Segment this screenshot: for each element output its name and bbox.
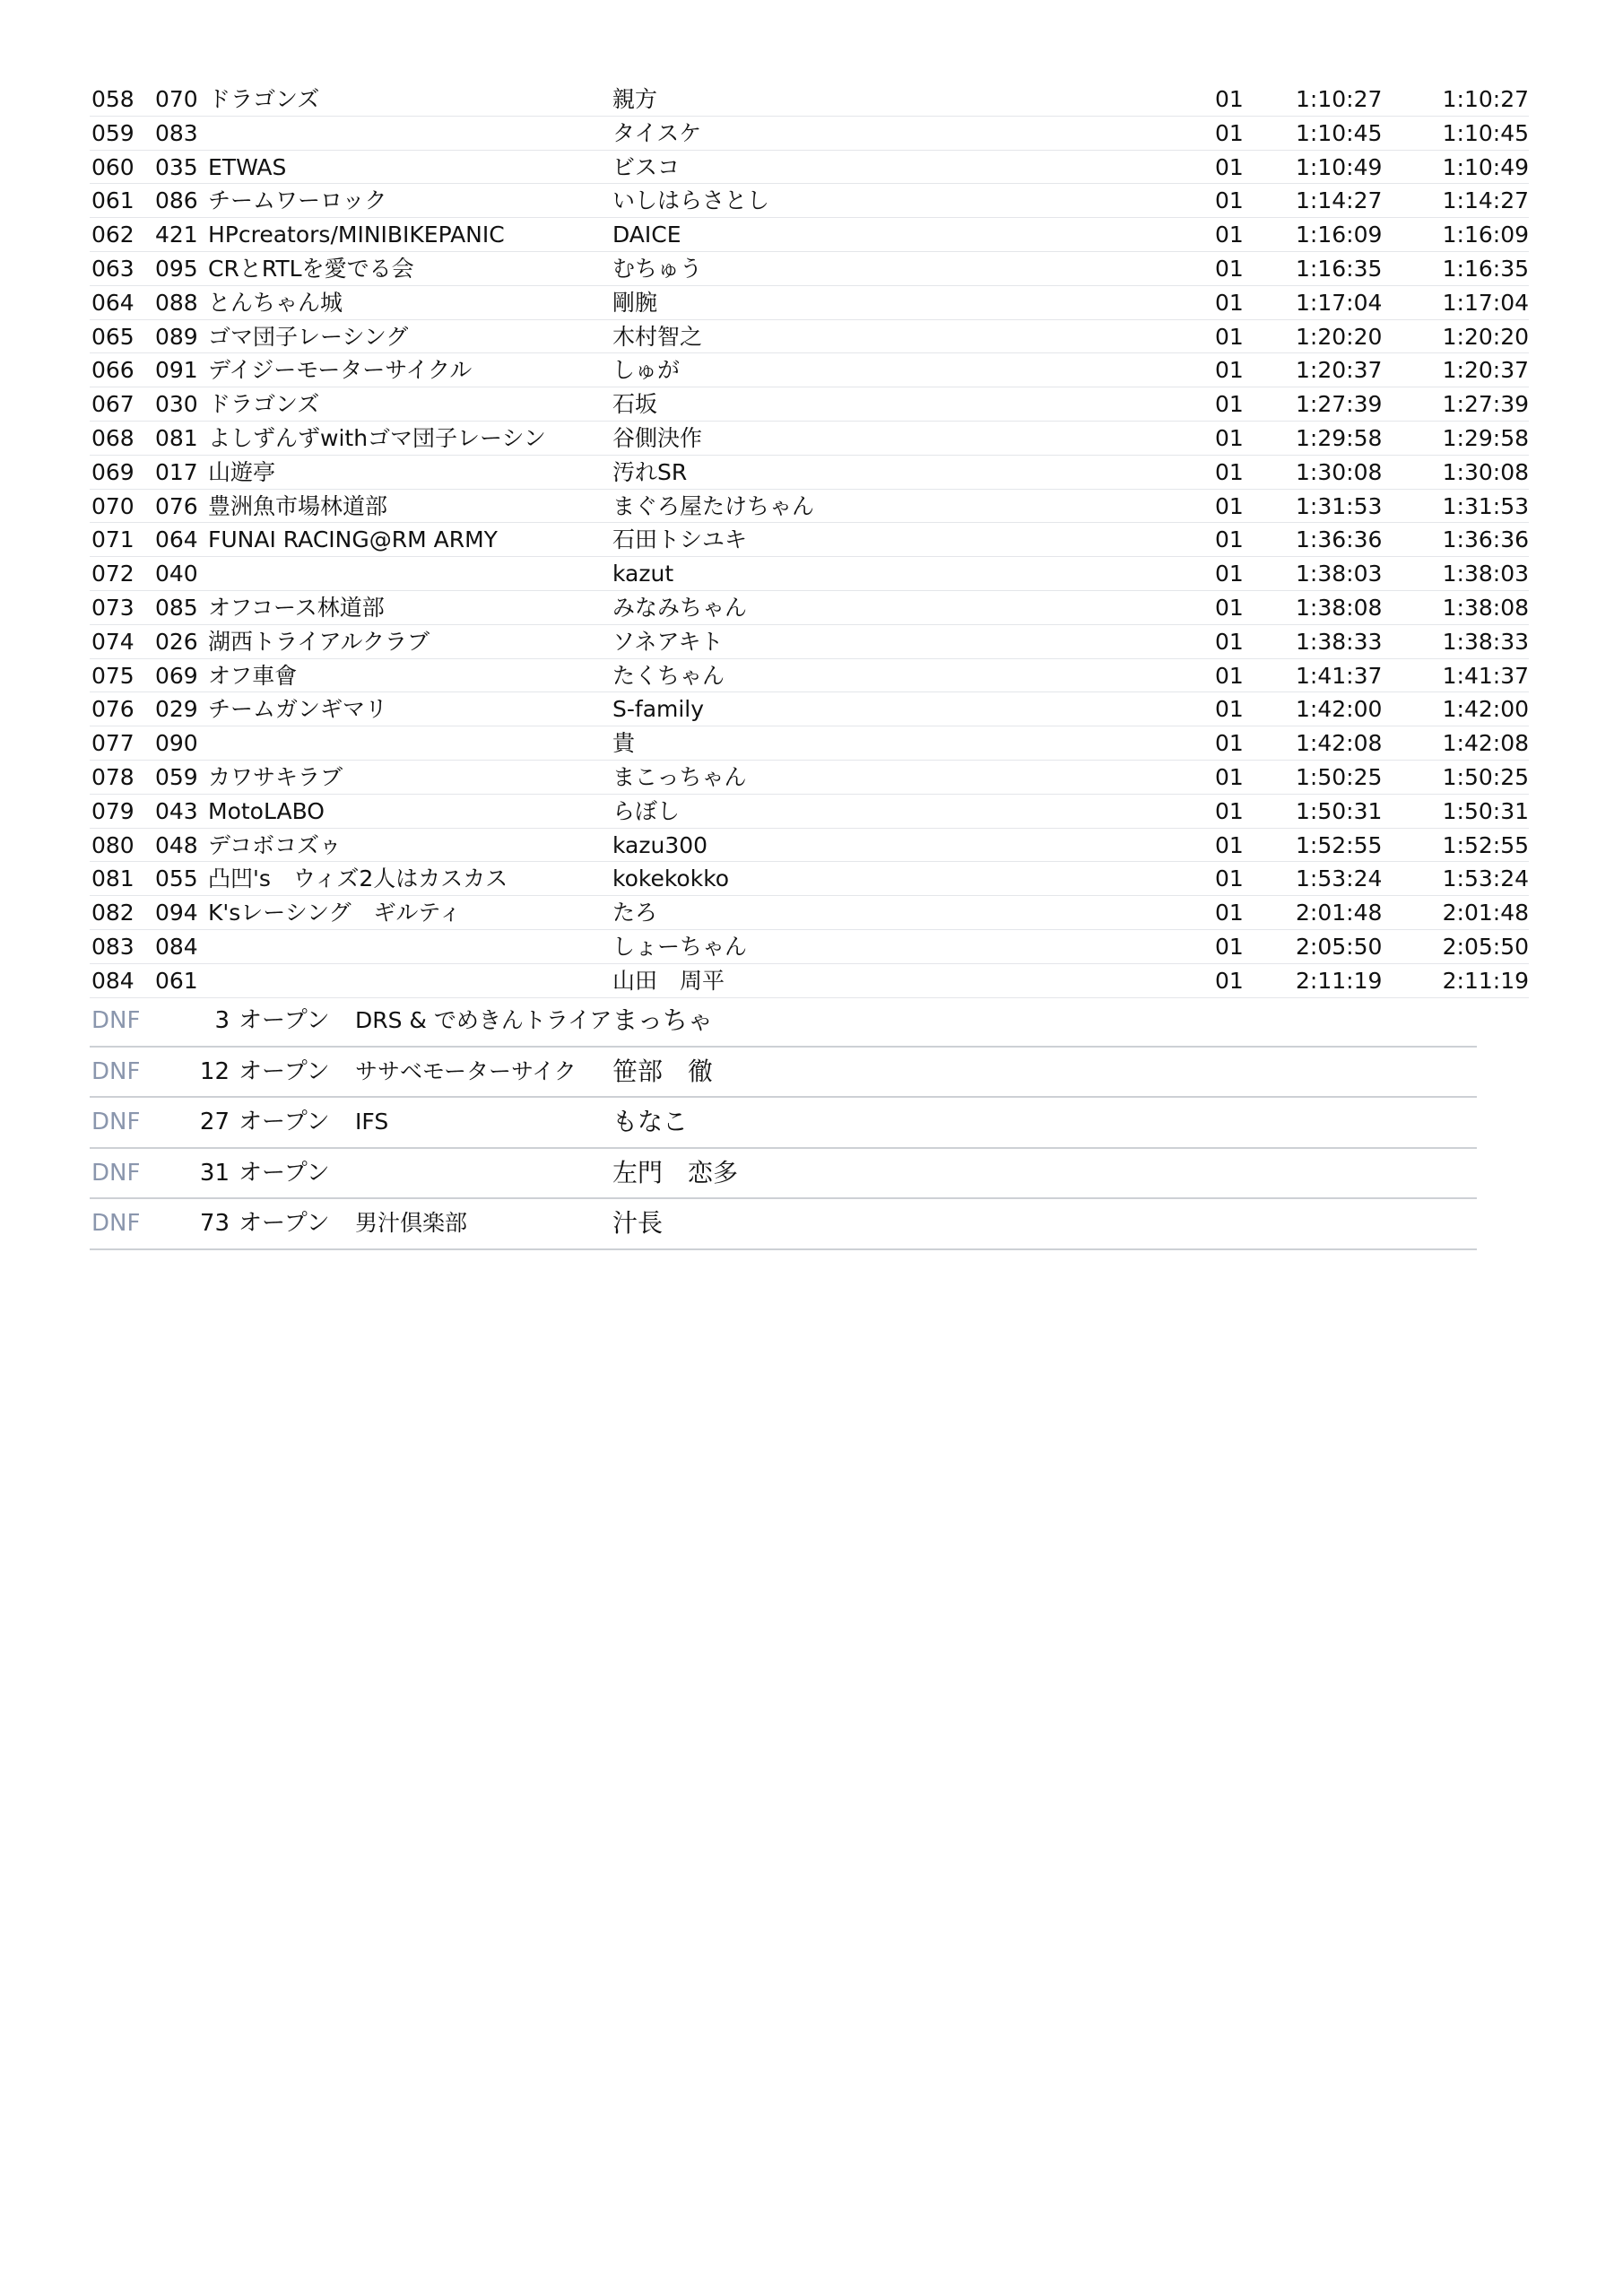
rider-cell: まぐろ屋たけちゃん — [612, 492, 815, 519]
dnf-class: オープン — [239, 1159, 330, 1187]
dnf-number: 12 — [199, 1057, 230, 1085]
dnf-class: オープン — [239, 1057, 330, 1085]
best-lap-cell: 2:01:48 — [1442, 900, 1529, 926]
laps-cell: 01 — [1215, 289, 1244, 316]
rider-cell: S-family — [612, 696, 705, 723]
laps-cell: 01 — [1215, 865, 1244, 892]
rider-cell: 谷側決作 — [612, 424, 703, 451]
team-cell: ドラゴンズ — [208, 86, 320, 112]
team-cell: オフ車會 — [208, 662, 298, 689]
time-cell: 1:38:33 — [1296, 628, 1383, 655]
laps-cell: 01 — [1215, 424, 1244, 451]
number-cell: 070 — [155, 86, 198, 112]
rank-cell: 081 — [91, 865, 135, 892]
table-row — [90, 625, 1529, 659]
team-cell: ゴマ団子レーシング — [208, 323, 409, 350]
time-cell: 1:10:27 — [1296, 86, 1383, 112]
time-cell: 1:16:35 — [1296, 255, 1383, 282]
laps-cell: 01 — [1215, 831, 1244, 858]
table-row — [90, 591, 1529, 625]
laps-cell: 01 — [1215, 967, 1244, 994]
best-lap-cell: 2:05:50 — [1442, 933, 1529, 960]
table-row — [90, 218, 1529, 252]
laps-cell: 01 — [1215, 594, 1244, 621]
rank-cell: 059 — [91, 119, 135, 146]
number-cell: 094 — [155, 900, 198, 926]
table-row — [90, 964, 1529, 998]
rider-cell: らぼし — [612, 797, 681, 824]
dnf-rider: 左門 恋多 — [612, 1157, 739, 1187]
rank-cell: 066 — [91, 357, 135, 384]
rider-cell: まこっちゃん — [612, 763, 747, 790]
rank-cell: 084 — [91, 967, 135, 994]
table-row — [90, 387, 1529, 422]
rank-cell: 080 — [91, 831, 135, 858]
rider-cell: ビスコ — [612, 153, 681, 180]
laps-cell: 01 — [1215, 255, 1244, 282]
rank-cell: 076 — [91, 696, 135, 723]
laps-cell: 01 — [1215, 561, 1244, 587]
laps-cell: 01 — [1215, 900, 1244, 926]
time-cell: 1:20:37 — [1296, 357, 1383, 384]
number-cell: 081 — [155, 424, 198, 451]
number-cell: 040 — [155, 561, 198, 587]
best-lap-cell: 1:30:08 — [1442, 458, 1529, 485]
laps-cell: 01 — [1215, 763, 1244, 790]
number-cell: 043 — [155, 797, 198, 824]
time-cell: 1:41:37 — [1296, 662, 1383, 689]
best-lap-cell: 2:11:19 — [1442, 967, 1529, 994]
dnf-class: オープン — [239, 1007, 330, 1034]
team-cell: 豊洲魚市場林道部 — [208, 492, 388, 519]
table-row — [90, 557, 1529, 591]
rider-cell: タイスケ — [612, 119, 702, 146]
team-cell: よしずんずwithゴマ団子レーシン — [208, 424, 546, 451]
best-lap-cell: 1:29:58 — [1442, 424, 1529, 451]
best-lap-cell: 1:16:35 — [1442, 255, 1529, 282]
table-row — [90, 490, 1529, 524]
rank-cell: 077 — [91, 730, 135, 757]
team-cell: とんちゃん城 — [208, 289, 343, 316]
laps-cell: 01 — [1215, 187, 1244, 214]
rider-cell: いしはらさとし — [612, 187, 770, 214]
table-row — [90, 896, 1529, 930]
number-cell: 088 — [155, 289, 198, 316]
rider-cell: 木村智之 — [612, 323, 703, 350]
number-cell: 026 — [155, 628, 198, 655]
dnf-class: オープン — [239, 1210, 330, 1237]
table-row — [90, 761, 1529, 795]
number-cell: 086 — [155, 187, 198, 214]
best-lap-cell: 1:38:08 — [1442, 594, 1529, 621]
number-cell: 059 — [155, 763, 198, 790]
time-cell: 2:01:48 — [1296, 900, 1383, 926]
table-row — [90, 795, 1529, 829]
table-row — [90, 659, 1529, 693]
time-cell: 1:27:39 — [1296, 391, 1383, 418]
laps-cell: 01 — [1215, 357, 1244, 384]
number-cell: 091 — [155, 357, 198, 384]
laps-cell: 01 — [1215, 323, 1244, 350]
time-cell: 1:31:53 — [1296, 492, 1383, 519]
rider-cell: たろ — [612, 900, 658, 926]
dnf-status: DNF — [91, 1159, 141, 1187]
team-cell: デコボコズゥ — [208, 831, 342, 858]
dnf-row — [90, 1199, 1477, 1250]
number-cell: 084 — [155, 933, 198, 960]
table-row — [90, 151, 1529, 185]
rank-cell: 064 — [91, 289, 135, 316]
time-cell: 1:36:36 — [1296, 526, 1383, 553]
rank-cell: 061 — [91, 187, 135, 214]
rider-cell: kazu300 — [612, 831, 708, 858]
best-lap-cell: 1:20:20 — [1442, 323, 1529, 350]
table-row — [90, 320, 1529, 354]
table-row — [90, 422, 1529, 456]
team-cell: チームワーロック — [208, 187, 387, 214]
rank-cell: 072 — [91, 561, 135, 587]
number-cell: 061 — [155, 967, 198, 994]
rider-cell: しゅが — [612, 357, 681, 384]
team-cell: ドラゴンズ — [208, 391, 320, 418]
dnf-rider: 汁長 — [612, 1208, 664, 1238]
best-lap-cell: 1:36:36 — [1442, 526, 1529, 553]
number-cell: 095 — [155, 255, 198, 282]
table-row — [90, 117, 1529, 151]
best-lap-cell: 1:20:37 — [1442, 357, 1529, 384]
rank-cell: 070 — [91, 492, 135, 519]
table-row — [90, 862, 1529, 896]
dnf-team: DRS & でめきんトライア — [355, 1007, 612, 1033]
time-cell: 1:38:08 — [1296, 594, 1383, 621]
rider-cell: 汚れSR — [612, 458, 688, 485]
number-cell: 055 — [155, 865, 198, 892]
dnf-row — [90, 1098, 1477, 1149]
best-lap-cell: 1:17:04 — [1442, 289, 1529, 316]
rank-cell: 069 — [91, 458, 135, 485]
rider-cell: 剛腕 — [612, 289, 658, 316]
time-cell: 1:16:09 — [1296, 222, 1383, 248]
team-cell: K'sレーシング ギルティ — [208, 900, 462, 926]
number-cell: 421 — [155, 222, 198, 248]
table-row — [90, 353, 1529, 387]
table-row — [90, 456, 1529, 490]
rank-cell: 071 — [91, 526, 135, 553]
best-lap-cell: 1:31:53 — [1442, 492, 1529, 519]
dnf-class: オープン — [239, 1109, 330, 1135]
dnf-rider: まっちゃ — [612, 1005, 714, 1035]
time-cell: 1:42:08 — [1296, 730, 1383, 757]
table-row — [90, 523, 1529, 557]
number-cell: 090 — [155, 730, 198, 757]
laps-cell: 01 — [1215, 86, 1244, 112]
best-lap-cell: 1:16:09 — [1442, 222, 1529, 248]
rank-cell: 078 — [91, 763, 135, 790]
laps-cell: 01 — [1215, 696, 1244, 723]
rider-cell: 親方 — [612, 86, 658, 112]
time-cell: 1:17:04 — [1296, 289, 1383, 316]
time-cell: 1:38:03 — [1296, 561, 1383, 587]
number-cell: 064 — [155, 526, 198, 553]
rider-cell: たくちゃん — [612, 662, 725, 689]
time-cell: 1:30:08 — [1296, 458, 1383, 485]
laps-cell: 01 — [1215, 391, 1244, 418]
team-cell: デイジーモーターサイクル — [208, 357, 473, 384]
time-cell: 1:10:49 — [1296, 153, 1383, 180]
best-lap-cell: 1:14:27 — [1442, 187, 1529, 214]
dnf-number: 3 — [214, 1007, 230, 1034]
best-lap-cell: 1:42:00 — [1442, 696, 1529, 723]
number-cell: 029 — [155, 696, 198, 723]
rider-cell: しょーちゃん — [612, 933, 748, 960]
team-cell: FUNAI RACING@RM ARMY — [208, 526, 498, 553]
number-cell: 069 — [155, 662, 198, 689]
time-cell: 1:52:55 — [1296, 831, 1383, 858]
laps-cell: 01 — [1215, 933, 1244, 960]
team-cell: オフコース林道部 — [208, 594, 385, 621]
best-lap-cell: 1:10:27 — [1442, 86, 1529, 112]
laps-cell: 01 — [1215, 797, 1244, 824]
best-lap-cell: 1:52:55 — [1442, 831, 1529, 858]
rider-cell: 山田 周平 — [612, 967, 725, 994]
table-row — [90, 829, 1529, 863]
laps-cell: 01 — [1215, 492, 1244, 519]
number-cell: 017 — [155, 458, 198, 485]
table-row — [90, 83, 1529, 117]
time-cell: 2:11:19 — [1296, 967, 1383, 994]
dnf-team: ササベモーターサイク — [355, 1057, 577, 1084]
rider-cell: ソネアキト — [612, 628, 724, 655]
best-lap-cell: 1:10:45 — [1442, 119, 1529, 146]
rank-cell: 062 — [91, 222, 135, 248]
rider-cell: むちゅう — [612, 255, 703, 282]
rider-cell: 貴 — [612, 730, 636, 757]
table-row — [90, 184, 1529, 218]
rank-cell: 083 — [91, 933, 135, 960]
team-cell: 湖西トライアルクラブ — [208, 628, 430, 655]
best-lap-cell: 1:41:37 — [1442, 662, 1529, 689]
laps-cell: 01 — [1215, 730, 1244, 757]
best-lap-cell: 1:38:03 — [1442, 561, 1529, 587]
dnf-team: 男汁倶楽部 — [355, 1210, 468, 1236]
number-cell: 048 — [155, 831, 198, 858]
rank-cell: 063 — [91, 255, 135, 282]
time-cell: 1:50:25 — [1296, 763, 1383, 790]
best-lap-cell: 1:42:08 — [1442, 730, 1529, 757]
rank-cell: 067 — [91, 391, 135, 418]
best-lap-cell: 1:10:49 — [1442, 153, 1529, 180]
best-lap-cell: 1:53:24 — [1442, 865, 1529, 892]
number-cell: 035 — [155, 153, 198, 180]
rider-cell: 石田トシユキ — [612, 526, 748, 553]
table-row — [90, 726, 1529, 761]
rider-cell: kazut — [612, 561, 674, 587]
table-row — [90, 930, 1529, 964]
laps-cell: 01 — [1215, 222, 1244, 248]
dnf-status: DNF — [91, 1007, 141, 1034]
dnf-number: 73 — [199, 1210, 230, 1237]
rank-cell: 079 — [91, 797, 135, 824]
number-cell: 076 — [155, 492, 198, 519]
table-row — [90, 252, 1529, 286]
laps-cell: 01 — [1215, 628, 1244, 655]
dnf-status: DNF — [91, 1057, 141, 1085]
team-cell: カワサキラブ — [208, 763, 343, 790]
table-row — [90, 692, 1529, 726]
dnf-number: 31 — [199, 1159, 230, 1187]
time-cell: 1:42:00 — [1296, 696, 1383, 723]
laps-cell: 01 — [1215, 662, 1244, 689]
team-cell: HPcreators/MINIBIKEPANIC — [208, 222, 505, 248]
dnf-row — [90, 1048, 1477, 1099]
laps-cell: 01 — [1215, 458, 1244, 485]
rank-cell: 082 — [91, 900, 135, 926]
time-cell: 1:53:24 — [1296, 865, 1383, 892]
number-cell: 030 — [155, 391, 198, 418]
dnf-status: DNF — [91, 1210, 141, 1237]
time-cell: 1:20:20 — [1296, 323, 1383, 350]
rider-cell: みなみちゃん — [612, 594, 748, 621]
dnf-rider: もなこ — [612, 1107, 689, 1136]
dnf-rider: 笹部 徹 — [612, 1056, 714, 1086]
laps-cell: 01 — [1215, 526, 1244, 553]
dnf-status: DNF — [91, 1109, 141, 1135]
time-cell: 1:50:31 — [1296, 797, 1383, 824]
rank-cell: 074 — [91, 628, 135, 655]
number-cell: 083 — [155, 119, 198, 146]
rank-cell: 065 — [91, 323, 135, 350]
rider-cell: kokekokko — [612, 865, 730, 892]
team-cell: チームガンギマリ — [208, 696, 388, 723]
best-lap-cell: 1:50:31 — [1442, 797, 1529, 824]
laps-cell: 01 — [1215, 119, 1244, 146]
number-cell: 085 — [155, 594, 198, 621]
number-cell: 089 — [155, 323, 198, 350]
rank-cell: 060 — [91, 153, 135, 180]
rank-cell: 075 — [91, 662, 135, 689]
time-cell: 1:29:58 — [1296, 424, 1383, 451]
team-cell: 山遊亭 — [208, 458, 276, 485]
dnf-team: IFS — [355, 1109, 389, 1135]
laps-cell: 01 — [1215, 153, 1244, 180]
rider-cell: DAICE — [612, 222, 681, 248]
team-cell: 凸凹's ウィズ2人はカスカス — [208, 865, 508, 892]
team-cell: ETWAS — [208, 153, 287, 180]
time-cell: 2:05:50 — [1296, 933, 1383, 960]
dnf-table — [90, 996, 1477, 1250]
results-table — [90, 83, 1529, 998]
rank-cell: 058 — [91, 86, 135, 112]
dnf-row — [90, 1149, 1477, 1200]
rank-cell: 073 — [91, 594, 135, 621]
table-row — [90, 286, 1529, 320]
rank-cell: 068 — [91, 424, 135, 451]
team-cell: CRとRTLを愛でる会 — [208, 255, 414, 282]
time-cell: 1:10:45 — [1296, 119, 1383, 146]
dnf-row — [90, 996, 1477, 1048]
time-cell: 1:14:27 — [1296, 187, 1383, 214]
best-lap-cell: 1:50:25 — [1442, 763, 1529, 790]
rider-cell: 石坂 — [612, 391, 658, 418]
best-lap-cell: 1:27:39 — [1442, 391, 1529, 418]
best-lap-cell: 1:38:33 — [1442, 628, 1529, 655]
dnf-number: 27 — [199, 1109, 230, 1135]
team-cell: MotoLABO — [208, 797, 325, 824]
